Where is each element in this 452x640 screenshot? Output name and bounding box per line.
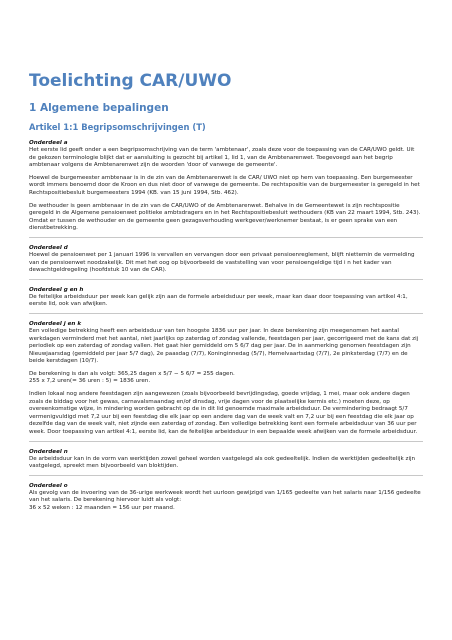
section-heading: Onderdeel g en h	[29, 286, 84, 293]
section-onderdeel-g-en-h	[29, 286, 423, 309]
chapter-heading: 1 Algemene bepalingen	[29, 102, 169, 114]
section-heading: Onderdeel a	[29, 140, 68, 146]
paragraph: Als gevolg van de invoering van de 36-urige werkweek wordt het uurloon gewijzigd van 1/165 gedeelte van het salaris naar 1/156 gedeelte van het salaris. De berekening hiervoor luidt als volgt:	[29, 489, 421, 504]
section-heading: Onderdeel o	[29, 482, 68, 489]
article-heading: Artikel 1:1 Begripsomschrijvingen (T)	[29, 122, 206, 132]
section-heading: Onderdeel j en k	[29, 320, 82, 327]
divider	[29, 237, 423, 238]
divider	[29, 441, 423, 442]
paragraph: 255 x 7,2 uren(= 36 uren : 5) = 1836 uren.	[29, 378, 151, 385]
section-onderdeel-d	[29, 244, 423, 275]
paragraph: De arbeidsduur kan in de vorm van werktijden zowel geheel worden vastgelegd als ook gedeeltelijk. Indien de werktijden gedeeltelijk zijn vastgelegd, spreekt men bijvoorbeeld van bloktijden.	[29, 455, 416, 470]
paragraph: Indien lokaal nog andere feestdagen zijn aangewezen (zoals bijvoorbeeld bevrijdingsdag, goede vrijdag, 1 mei, maar ook andere dagen zoals de biddag voor het gewas, carnavalsmaandag en/of dinsdag, vrije dagen voor de plaatselijke kermis etc.) moeten deze, op overeenkomstige wijze, in mindering worden gebracht op de in dit lid genoemde maximale arbeidsduur. De vermindering bedraagt 5/7 vermenigvuldigd met 7,2 uur bij een feestdag die elk jaar op een andere dag van de week valt en 7,2 uur bij een feestdag die elk jaar op dezelfde dag van de week valt, niet zijnde een zaterdag of zondag. Een volledige betrekking kent een formele arbeidsduur van 36 uur per week. Door toepassing van artikel 4:1, eerste lid, kan de feitelijke arbeidsduur in een bepaalde week afwijken van de formele arbeidsduur.	[29, 391, 418, 436]
section-onderdeel-n	[29, 448, 423, 471]
paragraph: Hoewel de pensioenwet per 1 januari 1996 is vervallen en vervangen door een privaat pensioenreglement, blijft niettemin de vermelding van de pensioenwet noodzakelijk. Dit met het oog op bijvoorbeeld de vaststelling van voor pensioengeldige tijd i n het kader van dewachtgeldregeling (hoofdstuk 10 van de CAR).	[29, 251, 415, 274]
divider	[29, 475, 423, 476]
paragraph: Hoewel de burgemeester ambtenaar is in de zin van de Ambtenarenwet is de CAR/ UWO niet op hem van toepassing. Een burgemeester wordt immers benoemd door de Kroon en dus niet door of vanwege de gemeente. De rechtspositie van de burgemeester is geregeld in het Rechtspositiebesluit burgemeesters 1994 (KB. van 15 juni 1994, Stb. 462).	[29, 174, 420, 196]
section-onderdeel-a	[29, 139, 423, 233]
section-heading: Onderdeel d	[29, 244, 68, 251]
paragraph: Het eerste lid geeft onder a een begripsomschrijving van de term 'ambtenaar', zoals deze voor de toepassing van de CAR/UWO geldt. Uit de gekozen terminologie blijkt dat er aansluiting is gezocht bij artikel 1, lid 1, van de Ambtenarenwet. Toegevoegd aan het begrip ambtenaar volgens de Ambtenarenwet zijn de woorden 'door of vanwege de gemeente'.	[29, 147, 415, 169]
document-title: Toelichting CAR/UWO	[29, 71, 232, 91]
divider	[29, 313, 423, 314]
divider	[29, 279, 423, 280]
paragraph: De feitelijke arbeidsduur per week kan gelijk zijn aan de formele arbeidsduur per week, maar kan daar door toepassing van artikel 4:1, eerste lid, ook van afwijken.	[29, 293, 408, 308]
document-content	[29, 70, 423, 513]
section-heading: Onderdeel n	[29, 448, 68, 455]
paragraph: 36 x 52 weken : 12 maanden = 156 uur per maand.	[29, 505, 175, 511]
paragraph: Een volledige betrekking heeft een arbeidsduur van ten hoogste 1836 uur per jaar. In deze berekening zijn meegenomen het aantal werkdagen verminderd met het aantal, niet jaarlijks op zaterdag of zondag vallende, feestdagen per jaar, gecorrigeerd met de kans dat zij periodiek op een zaterdag of zondag vallen. Het gaat hier gemiddeld om 5 6/7 dag per jaar. De in aanmerking genomen feestdagen zijn Nieuwjaarsdag (gemiddeld per jaar 5/7 dag), 2e paasdag (7/7), Koninginnedag (5/7), Hemelvaartsdag (7/7), 2e pinksterdag (7/7) en de beide kerstdagen (10/7).	[29, 327, 419, 365]
section-onderdeel-j-en-k	[29, 320, 423, 437]
paragraph: De wethouder is geen ambtenaar in de zin van de CAR/UWO of de Ambtenarenwet. Behalve in de Gemeentewet is zijn rechtspositie geregeld in de Algemene pensioenwet politieke ambtsdragers en in het Rechtspositiebesluit wethouders (KB van 22 maart 1994, Stb. 243). Omdat er tussen de wethouder en de gemeente geen gezagsverhouding werkgever/werknemer bestaat, is er geen sprake van een dienstbetrekking.	[29, 202, 421, 232]
section-onderdeel-o	[29, 482, 423, 513]
paragraph: De berekening is dan als volgt: 365,25 dagen x 5/7 − 5 6/7 = 255 dagen.	[29, 370, 235, 377]
